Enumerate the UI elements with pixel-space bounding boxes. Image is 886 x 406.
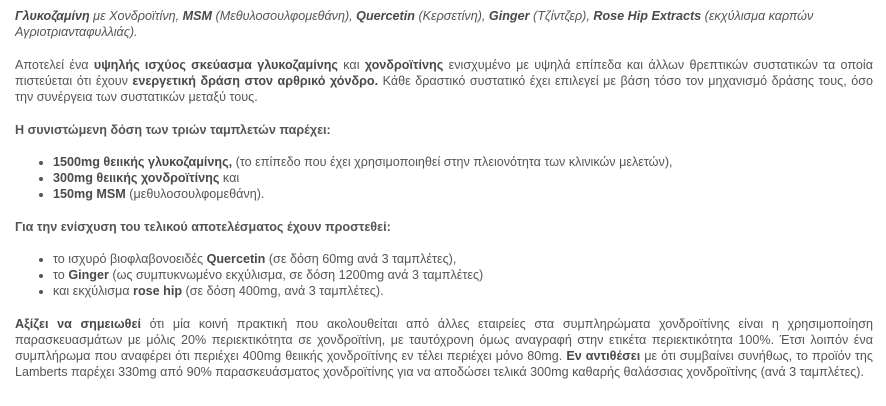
description-paragraph: Αποτελεί ένα υψηλής ισχύος σκεύασμα γλυκοζαμίνης και χονδροϊτίνης ενισχυμένο με υψηλά επίπεδα και άλλων θρεπτικών συστατικών τα οποία πιστεύεται ότι έχουν ενεργετική δράση στον αρθρικό χόνδρο. Κάθε δραστικό συστατικό έχει επιλεγεί με βάση τόσο τον μηχανισμό δράσης τους, όσο την συνέργεια των συστατικών μεταξύ τους.	[15, 58, 873, 104]
ingredient-quercetin: Quercetin	[356, 9, 415, 23]
list-item: • 1500mg θειικής γλυκοζαμίνης, (το επίπεδο που έχει χρησιμοποιηθεί στην πλειονότητα των κλινικών μελετών),	[53, 154, 873, 170]
ingredient-msm: MSM	[182, 9, 213, 23]
ingredient-glucosamine: Γλυκοζαμίνη	[15, 9, 90, 23]
dose-list	[15, 154, 873, 202]
ingredient-rose-hip: Rose Hip Extracts	[593, 9, 702, 23]
list-item: • το Ginger (ως συμπυκνωμένο εκχύλισμα, σε δόση 1200mg ανά 3 ταμπλέτες)	[53, 267, 873, 283]
additions-heading: Για την ενίσχυση του τελικού αποτελέσματος έχουν προστεθεί:	[15, 220, 391, 234]
list-item: • 150mg MSM (μεθυλοσουλφομεθάνη).	[53, 186, 873, 202]
additions-list	[15, 251, 873, 299]
list-item: • και εκχύλισμα rose hip (σε δόση 400mg, ανά 3 ταμπλέτες).	[53, 283, 873, 299]
list-item: • 300mg θειικής χονδροϊτίνης και	[53, 170, 873, 186]
list-item: • το ισχυρό βιοφλαβονοειδές Quercetin (σε δόση 60mg ανά 3 ταμπλέτες),	[53, 251, 873, 267]
note-paragraph: Αξίζει να σημειωθεί ότι μία κοινή πρακτική που ακολουθείται από άλλες εταιρείες στα συμπληρώματα χονδροϊτίνης είναι η χρησιμοποίηση παρασκευασμάτων με μόλις 20% περιεκτικότητα σε χονδροϊτίνη, με ταυτόχρονη όμως αναγραφή στην ετικέτα περιεκτικότητα 100%. Έτσι λοιπόν ένα συμπλήρωμα που αναφέρει ότι περιέχει 400mg θειικής χονδροϊτίνης εν τέλει περιέχει μόνο 80mg. Εν αντιθέσει με ότι συμβαίνει συνήθως, το προϊόν της Lamberts παρέχει 330mg από 90% παρασκευάσματος χονδροϊτίνης για να αποδώσει τελικά 300mg καθαρής θαλάσσιας χονδροϊτίνης (ανά 3 ταμπλέτες).	[15, 317, 873, 379]
ingredient-ginger: Ginger	[488, 9, 530, 23]
dose-heading: Η συνιστώμενη δόση των τριών ταμπλετών παρέχει:	[15, 123, 331, 137]
ingredients-summary: Γλυκοζαμίνη με Χονδροϊτίνη, MSM (Μεθυλοσουλφομεθάνη), Quercetin (Κερσετίνη), Ginger (Τζίντζερ), Rose Hip Extracts (εκχύλισμα καρπών Αγριοτριανταφυλλιάς).	[15, 9, 814, 39]
